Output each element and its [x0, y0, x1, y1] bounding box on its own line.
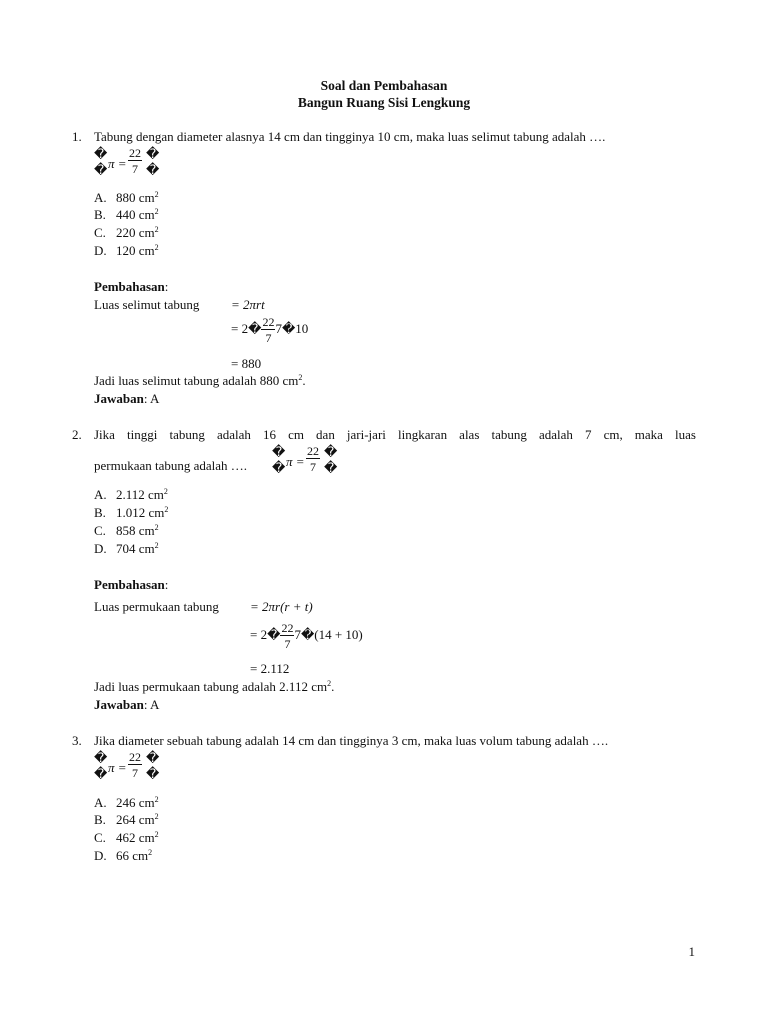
question-1-pi-hint — [94, 147, 164, 183]
question-2-step-1: = 2πr(r + t) — [250, 599, 313, 614]
pi-equals: π = — [108, 156, 127, 171]
unknown-glyph: � — [94, 163, 108, 178]
pi-fraction — [306, 445, 320, 473]
question-1-conclusion: Jadi luas selimut tabung adalah 880 $cm^2$. — [94, 373, 306, 388]
question-3-option-b: B. 264 $cm^2$ — [94, 812, 159, 827]
question-3-option-c: C. 462 $cm^2$ — [94, 830, 159, 845]
unknown-glyph: � — [146, 147, 160, 162]
question-1-option-a: A. 880 $cm^2$ — [94, 190, 159, 205]
unknown-glyph: � — [94, 751, 108, 766]
unknown-glyph: � — [146, 163, 160, 178]
question-2-pembahasan-label: Pembahasan: — [94, 577, 169, 592]
question-2-jawaban: Jawaban: A — [94, 697, 160, 712]
question-1-option-c: C. 220 $cm^2$ — [94, 225, 159, 240]
question-2-option-c: C. 858 $cm^2$ — [94, 523, 159, 538]
pi-equals: π = — [286, 454, 305, 469]
pi-fraction — [128, 147, 142, 175]
question-3-text: Jika diameter sebuah tabung adalah 14 cm dan tingginya 3 cm, maka luas volum tabung adalah …. — [94, 733, 609, 748]
question-3-option-a: A. 246 $cm^2$ — [94, 795, 159, 810]
question-3-pi-hint — [94, 751, 164, 787]
fraction-denominator: 7 — [132, 766, 138, 780]
unknown-glyph: � — [94, 147, 108, 162]
question-2-text-line-2: permukaan tabung adalah …. — [94, 458, 248, 473]
question-1-text: Tabung dengan diameter alasnya 14 cm dan tingginya 10 cm, maka luas selimut tabung adalah …. — [94, 129, 606, 144]
question-1-step-3: = 880 — [231, 356, 262, 371]
question-3-number: 3. — [72, 733, 82, 748]
fraction-numerator: 22 — [129, 750, 141, 764]
question-2-number: 2. — [72, 427, 82, 442]
question-3-option-d: D. 66 $cm^2$ — [94, 848, 153, 863]
fraction-numerator: 22 — [307, 444, 319, 458]
question-2-option-b: B. 1.012 $cm^2$ — [94, 505, 169, 520]
unknown-glyph: � — [272, 445, 286, 460]
fraction-denominator: 7 — [310, 460, 316, 474]
question-1-step-2: = 2� $\frac{22}{7}$ 7�10 — [231, 315, 309, 345]
unknown-glyph: � — [146, 751, 160, 766]
question-1-number: 1. — [72, 129, 82, 144]
page-number: 1 — [688, 944, 695, 959]
question-1-pembahasan-label: Pembahasan: — [94, 279, 169, 294]
pi-equals: π = — [108, 760, 127, 775]
question-2-conclusion: Jadi luas permukaan tabung adalah 2.112 $cm^2$. — [94, 679, 335, 694]
pi-fraction — [128, 751, 142, 779]
question-1-step-label: Luas selimut tabung — [94, 297, 200, 312]
question-1-step-1: = 2πrt — [231, 297, 265, 312]
question-2-option-a: A. 2.112 $cm^2$ — [94, 487, 168, 502]
fraction-denominator: 7 — [132, 162, 138, 176]
step-fraction: $\frac{22}{7}$ — [262, 315, 275, 345]
document-subtitle: Bangun Ruang Sisi Lengkung — [297, 95, 471, 110]
unknown-glyph: � — [94, 767, 108, 782]
fraction-numerator: 22 — [129, 146, 141, 160]
unknown-glyph: � — [272, 461, 286, 476]
question-2-option-d: D. 704 $cm^2$ — [94, 541, 159, 556]
question-1-jawaban: Jawaban: A — [94, 391, 160, 406]
question-2-step-label: Luas permukaan tabung — [94, 599, 219, 614]
question-2-text-line-1: Jika tinggi tabung adalah 16 cm dan jari-jari lingkaran alas tabung adalah 7 cm, maka luas — [94, 427, 696, 442]
question-2-step-3: = 2.112 — [250, 661, 290, 676]
question-1-option-d: D. 120 $cm^2$ — [94, 243, 159, 258]
document-title: Soal dan Pembahasan — [320, 78, 448, 93]
unknown-glyph: � — [146, 767, 160, 782]
unknown-glyph: � — [324, 461, 338, 476]
question-1-option-b: B. 440 $cm^2$ — [94, 207, 159, 222]
question-2-pi-hint — [272, 445, 342, 481]
question-2-step-2: = 2� $\frac{22}{7}$ 7�(14 + 10) — [250, 621, 363, 651]
step-fraction: $\frac{22}{7}$ — [281, 621, 294, 651]
unknown-glyph: � — [324, 445, 338, 460]
